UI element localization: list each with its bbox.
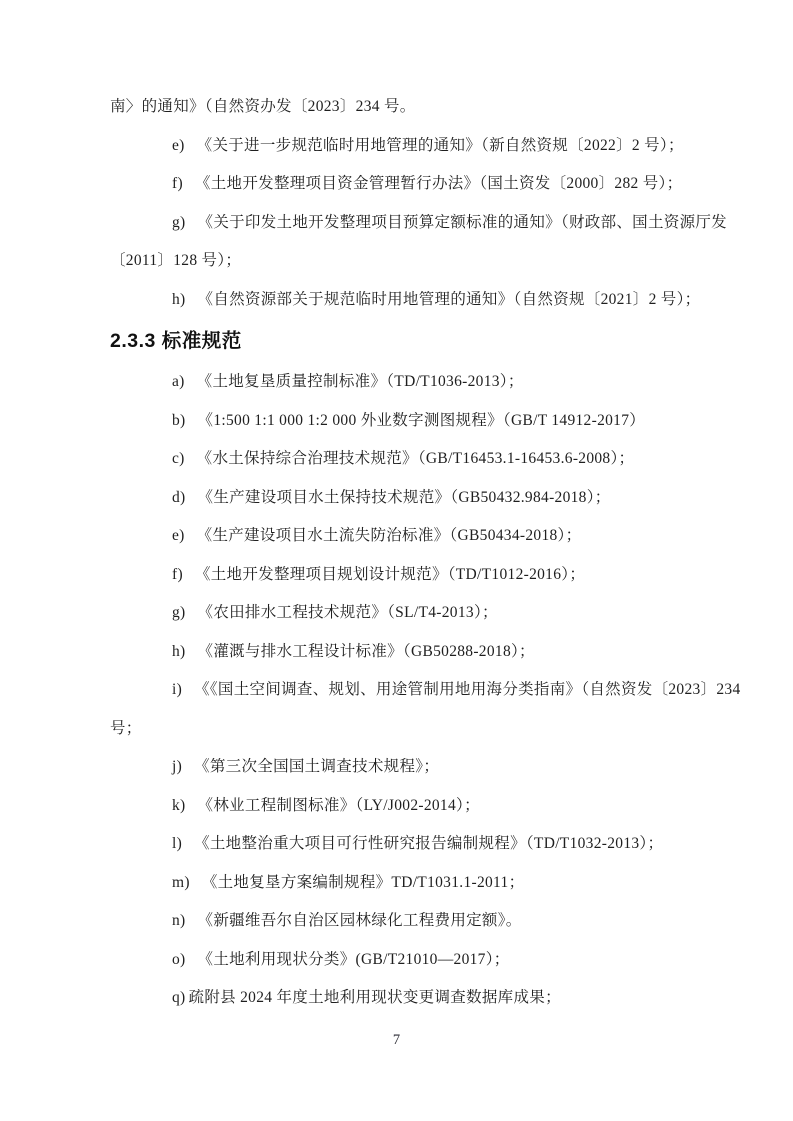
page-number: 7 [392, 1032, 401, 1048]
list-item-text: 《土地复垦方案编制规程》TD/T1031.1-2011； [201, 873, 525, 891]
list-item-text: 《土地利用现状分类》(GB/T21010—2017）； [197, 950, 510, 968]
list-item-label: f) [172, 175, 183, 192]
list-item-label: o) [172, 950, 186, 968]
list-item-text: 《《国土空间调查、规划、用途管制用地用海分类指南》（自然资发〔2023〕234 [194, 681, 741, 698]
list-item [110, 440, 690, 479]
section-heading: 2.3.3 标准规范 [110, 330, 242, 352]
list-item [110, 825, 690, 864]
list-item [110, 402, 690, 441]
list-item [110, 363, 690, 402]
list-item-continuation: 〔2011〕128 号）； [110, 252, 242, 269]
list-item-label: k) [172, 796, 186, 814]
list-item-label: e) [172, 136, 185, 154]
list-item [110, 517, 690, 556]
list-item [110, 594, 690, 633]
list-item [110, 671, 741, 710]
list-item-label: f) [172, 565, 183, 583]
list-item-text: 《土地开发整理项目资金管理暂行办法》（国土资发〔2000〕282 号）； [194, 175, 683, 192]
list-item-text: 疏附县 2024 年度土地利用现状变更调查数据库成果； [188, 989, 561, 1006]
list-item-text: 《新疆维吾尔自治区园林绿化工程费用定额》。 [197, 912, 522, 929]
list-item [110, 787, 690, 826]
list-item [110, 556, 690, 595]
list-item-text: 《1:500 1:1 000 1:2 000 外业数字测图规程》（GB/T 14912-2017） [197, 411, 646, 429]
list-item [110, 864, 690, 903]
list-item-text: 《灌溉与排水工程设计标准》（GB50288-2018）； [197, 642, 535, 660]
list-item [110, 748, 690, 787]
list-item [110, 633, 690, 672]
list-item-text: 《生产建设项目水土保持技术规范》（GB50432.984-2018）； [197, 488, 611, 506]
list-item-text: 《土地整治重大项目可行性研究报告编制规程》（TD/T1032-2013）； [194, 835, 664, 852]
list-item-continuation: 号； [110, 719, 142, 737]
list-item [110, 902, 690, 941]
list-item-label: c) [172, 450, 185, 467]
list-item [110, 165, 690, 204]
list-item-text: 《农田排水工程技术规范》（SL/T4-2013）； [197, 604, 498, 621]
list-item-text: 《土地复垦质量控制标准》（TD/T1036-2013）； [196, 373, 524, 390]
list-item-text: 《第三次全国国土调查技术规程》； [194, 758, 440, 775]
list-item [110, 204, 727, 243]
list-item-label: l) [172, 835, 183, 852]
list-item-label: b) [172, 411, 186, 429]
list-item-text: 《林业工程制图标准》（LY/J002-2014）； [197, 796, 480, 814]
list-item-label: j) [172, 758, 183, 775]
list-item [110, 979, 690, 1018]
list-item-label: h) [172, 642, 186, 660]
list-item-text: 《自然资源部关于规范临时用地管理的通知》（自然资规〔2021〕2 号）； [197, 290, 701, 308]
list-item [110, 941, 690, 980]
list-item [110, 281, 701, 320]
list-item-label: q) [172, 989, 186, 1006]
list-item-label: n) [172, 912, 186, 929]
list-item [110, 127, 690, 166]
list-item-text: 《水土保持综合治理技术规范》（GB/T16453.1-16453.6-2008）； [196, 450, 635, 467]
regulation-list [110, 127, 727, 320]
list-item-label: d) [172, 488, 186, 506]
list-item-label: i) [172, 681, 183, 698]
list-item-text: 《关于印发土地开发整理项目预算定额标准的通知》（财政部、国土资源厅发 [197, 213, 727, 231]
list-item-label: h) [172, 290, 186, 308]
list-item-text: 《土地开发整理项目规划设计规范》（TD/T1012-2016）； [194, 565, 586, 583]
list-item-label: g) [172, 213, 186, 231]
standards-list [110, 363, 741, 1018]
continuation-paragraph: 南〉的通知》（自然资办发〔2023〕234 号。 [110, 98, 416, 115]
list-item-label: g) [172, 604, 186, 621]
list-item [110, 479, 690, 518]
list-item-text: 《关于进一步规范临时用地管理的通知》（新自然资规〔2022〕2 号）； [196, 136, 684, 154]
list-item-label: e) [172, 527, 185, 544]
list-item-label: m) [172, 873, 190, 891]
document-page [110, 0, 741, 1018]
list-item-label: a) [172, 373, 185, 390]
list-item-text: 《生产建设项目水土流失防治标准》（GB50434-2018）； [196, 527, 582, 544]
